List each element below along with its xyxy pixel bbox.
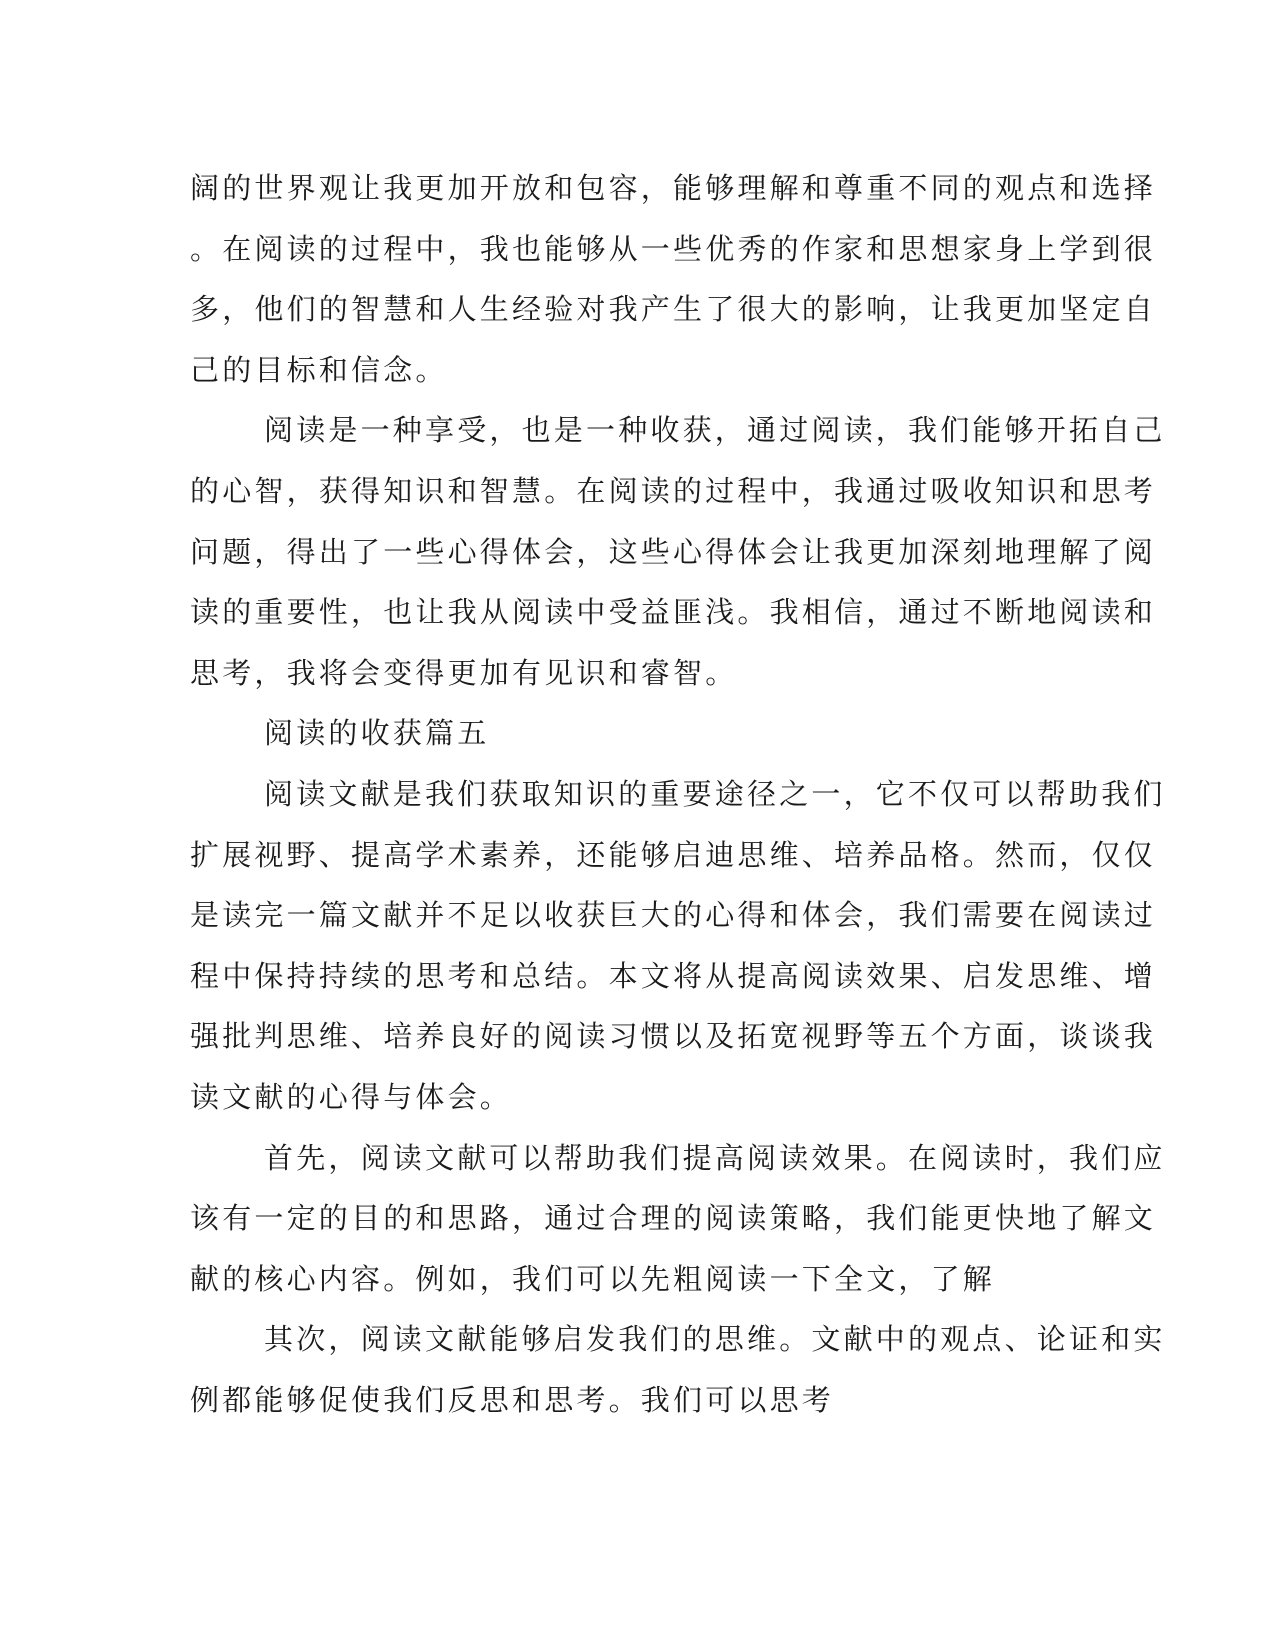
text-line: 的心智，获得知识和智慧。在阅读的过程中，我通过吸收知识和思考 [190, 473, 1157, 508]
text-line: 己的目标和信念。 [190, 352, 448, 387]
text-line: 该有一定的目的和思路，通过合理的阅读策略，我们能更快地了解文 [190, 1201, 1157, 1236]
text-line: 读文献的心得与体会。 [190, 1079, 513, 1114]
text-line: 读的重要性，也让我从阅读中受益匪浅。我相信，通过不断地阅读和 [190, 595, 1157, 630]
text-line: 阔的世界观让我更加开放和包容，能够理解和尊重不同的观点和选择 [190, 171, 1157, 205]
text-line: 例都能够促使我们反思和思考。我们可以思考 [190, 1382, 835, 1417]
text-line: 程中保持持续的思考和总结。本文将从提高阅读效果、启发思维、增 [190, 958, 1157, 993]
paragraph-first-line: 其次，阅读文献能够启发我们的思维。文献中的观点、论证和实 [264, 1322, 1166, 1357]
paragraph-first-line: 阅读文献是我们获取知识的重要途径之一，它不仅可以帮助我们 [264, 776, 1166, 811]
text-line: 思考，我将会变得更加有见识和睿智。 [190, 655, 738, 690]
text-line: 扩展视野、提高学术素养，还能够启迪思维、培养品格。然而，仅仅 [190, 837, 1157, 872]
text-line: 献的核心内容。例如，我们可以先粗阅读一下全文，了解 [190, 1261, 996, 1296]
text-line: 。在阅读的过程中，我也能够从一些优秀的作家和思想家身上学到很 [190, 231, 1157, 266]
section-heading: 阅读的收获篇五 [264, 716, 490, 751]
document-body [190, 158, 1166, 1430]
text-line: 强批判思维、培养良好的阅读习惯以及拓宽视野等五个方面，谈谈我 [190, 1019, 1157, 1054]
text-line: 问题，得出了一些心得体会，这些心得体会让我更加深刻地理解了阅 [190, 534, 1157, 569]
paragraph-first-line: 阅读是一种享受，也是一种收获，通过阅读，我们能够开拓自己 [264, 413, 1166, 448]
paragraph-first-line: 首先，阅读文献可以帮助我们提高阅读效果。在阅读时，我们应 [264, 1140, 1166, 1175]
text-line: 是读完一篇文献并不足以收获巨大的心得和体会，我们需要在阅读过 [190, 898, 1157, 933]
text-line: 多，他们的智慧和人生经验对我产生了很大的影响，让我更加坚定自 [190, 292, 1157, 327]
